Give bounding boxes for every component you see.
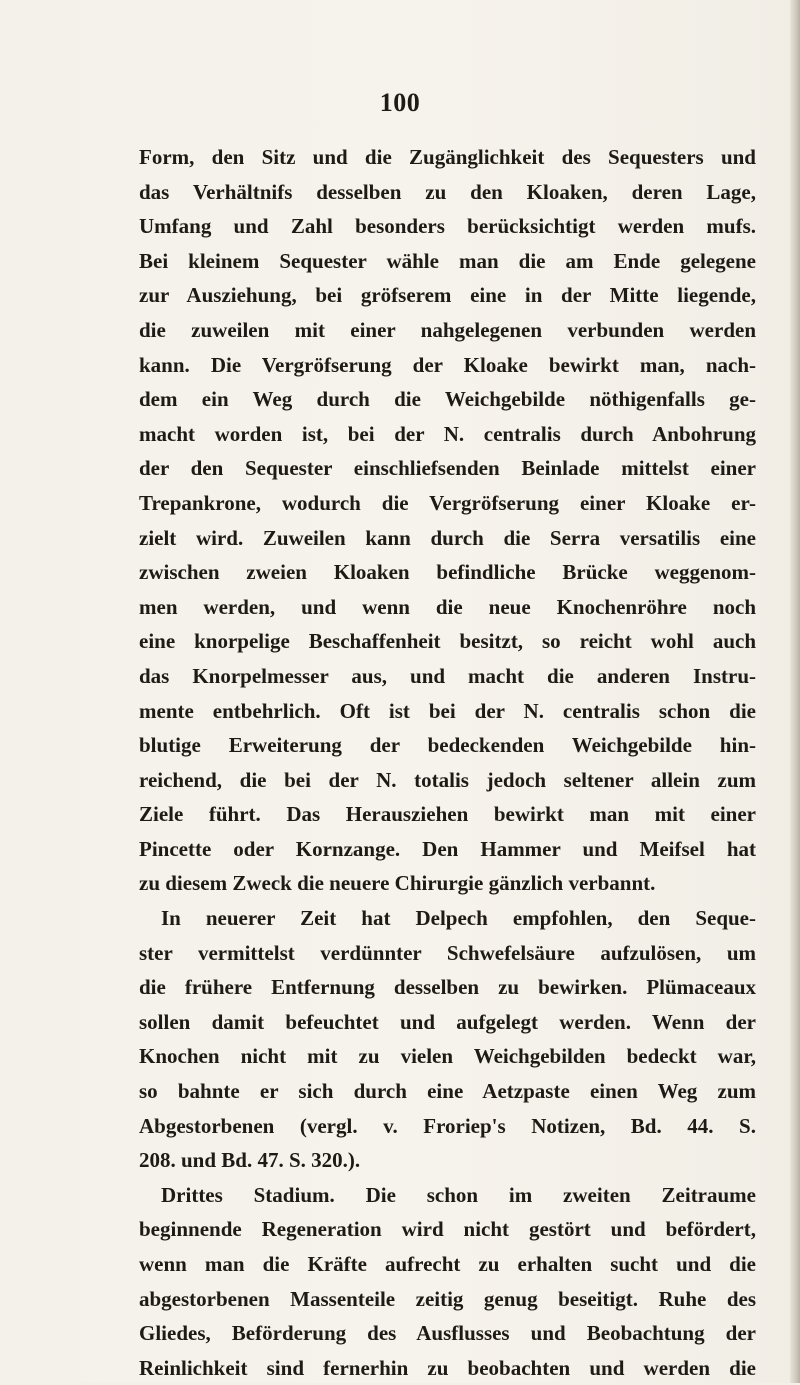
text-line: 208. und Bd. 47. S. 320.). (139, 1148, 361, 1173)
text-line: zielt wird. Zuweilen kann durch die Serra versatilis eine (139, 525, 756, 550)
text-line: die zuweilen mit einer nahgelegenen verbunden werden (139, 317, 756, 342)
text-line: Form, den Sitz und die Zugänglichkeit des Sequesters und (139, 145, 756, 169)
text-line: die frühere Entfernung desselben zu bewirken. Plümaceaux (139, 975, 756, 1000)
text-line: mente entbehrlich. Oft ist bei der N. centralis schon die (139, 698, 756, 723)
page-number: 100 (379, 88, 421, 117)
text-line: Ziele führt. Das Herausziehen bewirkt man mit einer (139, 802, 756, 827)
paragraph-start-line: In neuerer Zeit hat Delpech empfohlen, den Seque- (161, 906, 756, 931)
text-line: men werden, und wenn die neue Knochenröhre noch (139, 594, 756, 619)
text-line: wenn man die Kräfte aufrecht zu erhalten sucht und die (139, 1252, 756, 1276)
text-line: dem ein Weg durch die Weichgebilde nöthigenfalls ge- (139, 387, 756, 412)
text-line: Umfang und Zahl besonders berücksichtigt werden mufs. (139, 214, 756, 239)
text-line: sollen damit befeuchtet und aufgelegt werden. Wenn der (139, 1009, 756, 1034)
text-line: Bei kleinem Sequester wähle man die am Ende gelegene (139, 248, 756, 273)
text-line: kann. Die Vergröfserung der Kloake bewirkt man, nach- (139, 352, 756, 377)
section-heading-line: Drittes Stadium. Die schon im zweiten Zeitraume (161, 1182, 756, 1207)
text-line: Trepankrone, wodurch die Vergröfserung einer Kloake er- (139, 490, 756, 515)
text-line: Reinlichkeit sind fernerhin zu beobachten und werden die (139, 1355, 756, 1380)
page-edge-shadow (790, 0, 800, 1383)
text-line: so bahnte er sich durch eine Aetzpaste einen Weg zum (139, 1079, 756, 1104)
text-line: Gliedes, Beförderung des Ausflusses und Beobachtung der (139, 1321, 756, 1346)
text-line: zwischen zweien Kloaken befindliche Brücke weggenom- (139, 560, 756, 585)
text-line: beginnende Regeneration wird nicht gestört und befördert, (139, 1217, 756, 1242)
text-line: Abgestorbenen (vergl. v. Froriep's Notizen, Bd. 44. S. (139, 1113, 756, 1138)
text-line: Knochen nicht mit zu vielen Weichgebilden bedeckt war, (139, 1044, 756, 1069)
text-line: abgestorbenen Massenteile zeitig genug beseitigt. Ruhe des (139, 1286, 756, 1311)
text-line: eine knorpelige Beschaffenheit besitzt, so reicht wohl auch (139, 629, 756, 654)
text-line: das Knorpelmesser aus, und macht die anderen Instru- (139, 663, 756, 688)
text-line: Pincette oder Kornzange. Den Hammer und Meifsel hat (139, 836, 756, 861)
text-line: ster vermittelst verdünnter Schwefelsäure aufzulösen, um (139, 940, 756, 965)
text-line: zur Ausziehung, bei gröfserem eine in der Mitte liegende, (139, 283, 756, 308)
text-line: blutige Erweiterung der bedeckenden Weichgebilde hin- (139, 733, 756, 758)
text-line: der den Sequester einschliefsenden Beinlade mittelst einer (139, 456, 756, 481)
text-line: zu diesem Zweck die neuere Chirurgie gänzlich verbannt. (139, 871, 656, 896)
text-line: reichend, die bei der N. totalis jedoch seltener allein zum (139, 767, 756, 792)
body-text (139, 140, 756, 1385)
text-line: das Verhältnifs desselben zu den Kloaken, deren Lage, (139, 179, 756, 204)
text-line: macht worden ist, bei der N. centralis durch Anbohrung (139, 421, 756, 446)
